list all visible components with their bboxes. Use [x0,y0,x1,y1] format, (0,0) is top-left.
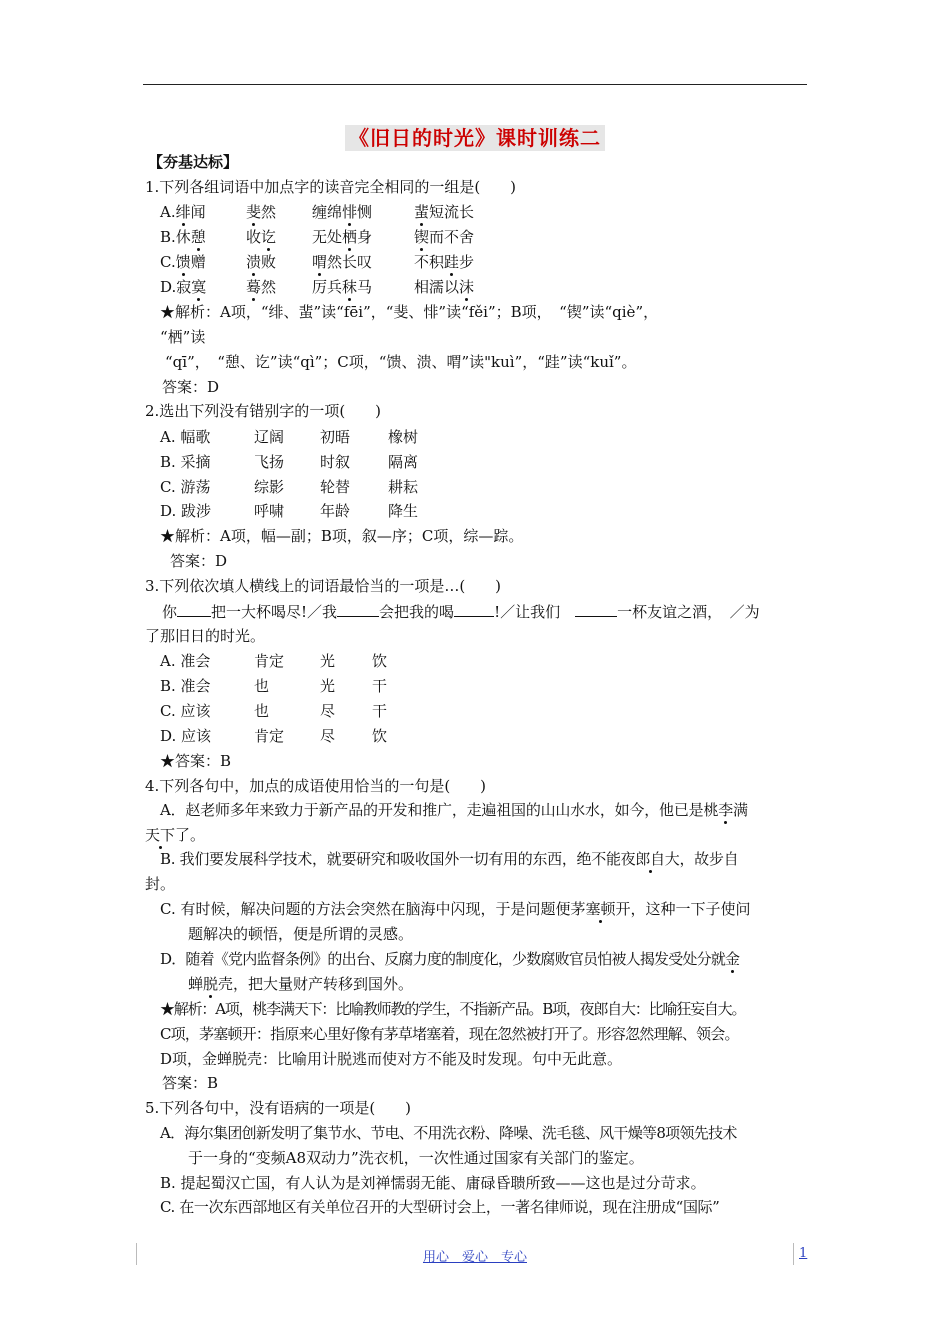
q4-answer: 答案：B [162,1074,219,1092]
q2-answer: 答案：D [170,552,228,570]
q4-option-b-line2: 封。 [145,875,176,893]
page-number: 1 [799,1246,808,1261]
q2-option-c: C. 游荡 综影 轮替 耕耘 [160,478,419,496]
page-title: 《旧日的时光》课时训练二 [0,122,950,151]
q3-option-d: D. 应该 肯定 尽 饮 [160,727,388,745]
q3-answer: ★答案：B [160,752,232,770]
q1-explanation-1: ★解析：A项，“绯、蜚”读“fēi”，“斐、悱”读“fěi”；B项， “锲”读“qiè”， [160,303,659,321]
footer-divider-right [793,1243,794,1265]
q4-stem: 4.下列各句中，加点的成语使用恰当的一句是( ) [145,777,487,795]
q2-option-b: B. 采摘 飞扬 时叙 隔离 [160,453,419,471]
q5-option-a-line2: 于一身的“变频A8双动力”洗衣机，一次性通过国家有关部门的鉴定。 [188,1149,644,1167]
q4-explanation-2: C项，茅塞顿开：指原来心里好像有茅草堵塞着，现在忽然被打开了。形容忽然理解、领会。 [160,1025,739,1043]
q1-option-c: C.馈赠 溃败 喟然长叹 不积跬步 [160,253,475,271]
q4-option-d-line2: 蝉脱壳，把大量财产转移到国外。 [188,975,414,993]
q5-option-c: C. 在一次东西部地区有关单位召开的大型研讨会上，一著名律师说，现在注册成“国际” [160,1198,720,1216]
q5-option-a-line1: A．海尔集团创新发明了集节水、节电、不用洗衣粉、降噪、洗毛毯、风干燥等8项领先技术 [160,1124,737,1142]
q3-sentence-2: 了那旧日的时光。 [145,627,266,645]
q1-stem: 1.下列各组词语中加点字的读音完全相同的一组是( ) [145,178,517,196]
q4-option-a-line1: A．赵老师多年来致力于新产品的开发和推广，走遍祖国的山山水水，如今，他已是桃李满 [160,801,748,819]
q4-option-a-line2: 天下了。 [145,826,206,844]
q2-explanation: ★解析：A项，幅—副；B项，叙—序；C项，综—踪。 [160,527,524,545]
q1-explanation-3: “qī”， “憩、讫”读“qì”；C项，“馈、溃、喟”读"kuì”，“跬”读“kuǐ”。 [165,353,637,371]
q5-option-b: B. 提起蜀汉亡国，有人认为是刘禅懦弱无能、庸碌昏聩所致——这也是过分苛求。 [160,1174,706,1192]
q4-option-c-line1: C. 有时候，解决问题的方法会突然在脑海中闪现，于是问题便茅塞顿开，这种一下子使问 [160,900,751,918]
q3-option-a: A. 准会 肯定 光 饮 [160,652,388,670]
q1-option-b: B.休憩 收讫 无处栖身 锲而不舍 [160,228,475,246]
q3-sentence-1: 你 把一大杯喝尽!／我 会把我的喝 !／让我们 一杯友谊之酒， ／为 [162,603,760,621]
q4-option-c-line2: 题解决的顿悟，便是所谓的灵感。 [188,925,414,943]
q3-option-c: C. 应该 也 尽 干 [160,702,388,720]
q4-explanation-1: ★解析：A项，桃李满天下：比喻教师教的学生，不指新产品。B项，夜郎自大：比喻狂妄自大。 [160,1000,746,1018]
q4-option-b-line1: B. 我们要发展科学技术，就要研究和吸收国外一切有用的东西，绝不能夜郎自大，故步自 [160,850,739,868]
q1-option-d: D.寂寞 蓦然 厉兵秣马 相濡以沫 [160,278,475,296]
q5-stem: 5.下列各句中，没有语病的一项是( ) [145,1099,412,1117]
footer-slogan: 用心 爱心 专心 [422,1250,527,1265]
q3-option-b: B. 准会 也 光 干 [160,677,388,695]
q1-option-a: A.绯闻 斐然 缠绵悱恻 蜚短流长 [160,203,475,221]
q1-explanation-2: “栖”读 [160,328,206,346]
q1-answer: 答案：D [162,378,220,396]
q4-explanation-3: D项，金蝉脱壳：比喻用计脱逃而使对方不能及时发现。句中无此意。 [160,1050,623,1068]
q4-option-d-line1: D．随着《党内监督条例》的出台、反腐力度的制度化，少数腐败官员怕被人揭发受处分就金 [160,950,740,968]
q3-stem: 3.下列依次填人横线上的词语最恰当的一项是…( ) [145,577,502,595]
q2-option-d: D. 跋涉 呼啸 年龄 降生 [160,502,419,520]
q2-option-a: A. 幅歌 辽阔 初晤 橡树 [160,428,419,446]
header-rule [143,84,807,85]
section-heading: 【夯基达标】 [148,153,239,171]
q2-stem: 2.选出下列没有错别字的一项( ) [145,402,382,420]
